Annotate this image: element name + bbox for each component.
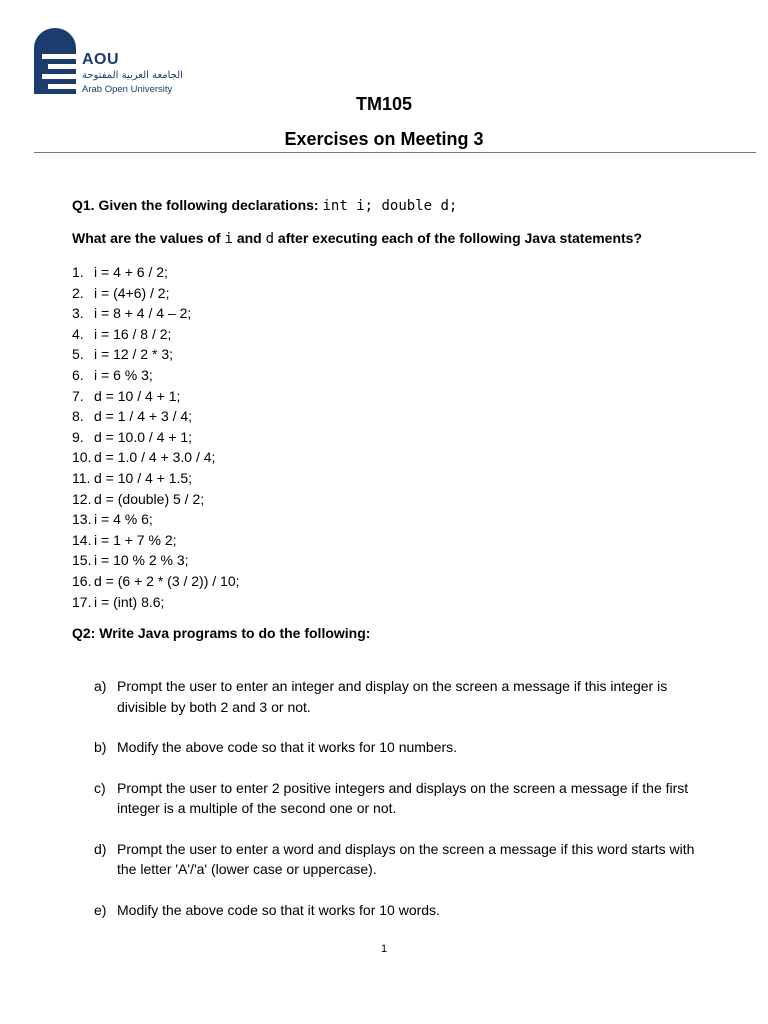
statement-text: d = 10 / 4 + 1.5; bbox=[94, 469, 193, 486]
statement-number: 5. bbox=[72, 346, 84, 363]
q1-var-d: d bbox=[265, 231, 275, 247]
task-text: Modify the above code so that it works for 10 words. bbox=[117, 901, 440, 918]
statement-number: 2. bbox=[72, 284, 84, 301]
statement-number: 9. bbox=[72, 428, 84, 445]
q1-question-and: and bbox=[236, 230, 262, 246]
list-item bbox=[94, 778, 714, 819]
list-item bbox=[72, 427, 240, 448]
q2-heading: Q2: Write Java programs to do the following: bbox=[72, 625, 371, 641]
list-item bbox=[94, 900, 714, 921]
statement-number: 1. bbox=[72, 264, 84, 280]
statement-text: d = 10.0 / 4 + 1; bbox=[94, 428, 193, 445]
course-code: TM105 bbox=[355, 94, 413, 114]
list-item bbox=[72, 571, 240, 592]
list-item bbox=[94, 737, 714, 758]
statement-number: 6. bbox=[72, 366, 84, 383]
statement-number: 3. bbox=[72, 305, 84, 322]
statement-text: i = 4 + 6 / 2; bbox=[94, 264, 168, 280]
statement-text: d = (double) 5 / 2; bbox=[94, 490, 205, 507]
list-item bbox=[72, 344, 240, 365]
q1-heading bbox=[72, 197, 457, 214]
logo-arabic-name: الجامعة العربية المفتوحة bbox=[82, 70, 183, 81]
list-item bbox=[72, 365, 240, 386]
task-list bbox=[94, 676, 714, 920]
statement-number: 8. bbox=[72, 408, 84, 425]
statement-number: 11. bbox=[72, 469, 91, 486]
list-item bbox=[72, 592, 240, 613]
list-item bbox=[72, 283, 240, 304]
page-title: Exercises on Meeting 3 bbox=[284, 129, 484, 149]
statement-text: i = (4+6) / 2; bbox=[94, 284, 170, 301]
statement-number: 16. bbox=[72, 572, 92, 589]
list-item bbox=[72, 509, 240, 530]
statement-text: d = 1.0 / 4 + 3.0 / 4; bbox=[94, 449, 216, 466]
task-letter: c) bbox=[94, 779, 106, 796]
task-text: Prompt the user to enter 2 positive integers and displays on the screen a message if the first integer is a multiple of the second one or not. bbox=[117, 779, 689, 816]
statement-number: 12. bbox=[72, 490, 92, 507]
q1-heading-text: Q1. Given the following declarations: bbox=[72, 197, 319, 213]
list-item bbox=[94, 676, 714, 717]
statement-text: i = 1 + 7 % 2; bbox=[94, 531, 177, 548]
q1-question bbox=[72, 230, 642, 247]
list-item bbox=[72, 468, 240, 489]
statement-text: d = 10 / 4 + 1; bbox=[94, 387, 181, 404]
statement-number: 15. bbox=[72, 552, 92, 569]
list-item bbox=[72, 262, 240, 283]
list-item bbox=[72, 386, 240, 407]
statement-number: 10. bbox=[72, 449, 92, 466]
list-item bbox=[94, 839, 714, 880]
statement-number: 7. bbox=[72, 387, 84, 404]
list-item bbox=[72, 447, 240, 468]
title-divider bbox=[34, 152, 756, 153]
list-item bbox=[72, 406, 240, 427]
task-text: Prompt the user to enter an integer and display on the screen a message if this integer is divisible by both 2 and 3 or not. bbox=[117, 678, 668, 715]
statement-text: i = 8 + 4 / 4 – 2; bbox=[94, 305, 192, 322]
statement-text: d = (6 + 2 * (3 / 2)) / 10; bbox=[94, 572, 240, 589]
statement-number: 4. bbox=[72, 325, 84, 342]
task-text: Prompt the user to enter a word and displays on the screen a message if this word starts with the letter 'A'/'a' (lower case or uppercase). bbox=[117, 840, 695, 877]
statement-text: i = (int) 8.6; bbox=[94, 593, 165, 610]
statement-text: i = 4 % 6; bbox=[94, 511, 153, 528]
aou-logo-icon bbox=[34, 28, 76, 94]
statement-number: 14. bbox=[72, 531, 92, 548]
list-item bbox=[72, 303, 240, 324]
task-letter: e) bbox=[94, 901, 107, 918]
list-item bbox=[72, 550, 240, 571]
statement-number: 13. bbox=[72, 511, 92, 528]
statement-text: i = 16 / 8 / 2; bbox=[94, 325, 172, 342]
list-item bbox=[72, 489, 240, 510]
logo-abbreviation: AOU bbox=[82, 51, 120, 68]
statement-text: i = 6 % 3; bbox=[94, 366, 153, 383]
q1-var-i: i bbox=[224, 231, 233, 247]
statement-number: 17. bbox=[72, 593, 92, 610]
q1-declarations: int i; double d; bbox=[322, 198, 458, 214]
statement-list bbox=[72, 262, 240, 612]
list-item bbox=[72, 324, 240, 345]
task-letter: d) bbox=[94, 840, 107, 857]
page-number: 1 bbox=[380, 943, 388, 955]
statement-text: i = 12 / 2 * 3; bbox=[94, 346, 173, 363]
statement-text: d = 1 / 4 + 3 / 4; bbox=[94, 408, 193, 425]
task-letter: a) bbox=[94, 678, 107, 694]
task-text: Modify the above code so that it works for 10 numbers. bbox=[117, 739, 458, 755]
q1-question-pre: What are the values of bbox=[72, 230, 221, 246]
q1-question-post: after executing each of the following Java statements? bbox=[277, 230, 643, 246]
list-item bbox=[72, 530, 240, 551]
task-letter: b) bbox=[94, 739, 107, 755]
statement-text: i = 10 % 2 % 3; bbox=[94, 552, 189, 569]
logo-english-name: Arab Open University bbox=[82, 84, 173, 95]
